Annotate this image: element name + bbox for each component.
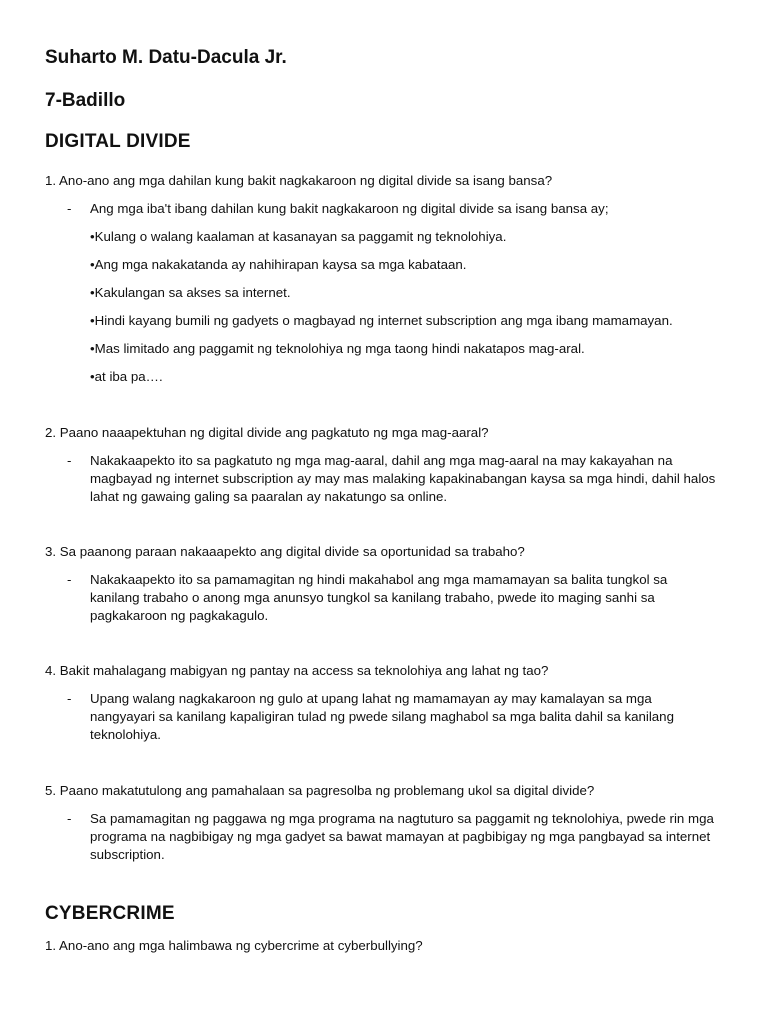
dd-bullet-1: •Kulang o walang kaalaman at kasanayan sa paggamit ng teknolohiya. — [90, 229, 507, 244]
dd-bullet-3: •Kakulangan sa akses sa internet. — [90, 285, 291, 300]
cybercrime-heading: CYBERCRIME — [45, 903, 175, 924]
dash-marker: - — [67, 811, 72, 826]
dd-question-5: 5. Paano makatutulong ang pamahalaan sa pagresolba ng problemang ukol sa digital divide? — [45, 783, 595, 798]
dash-marker: - — [67, 572, 72, 587]
digital-divide-heading: DIGITAL DIVIDE — [45, 131, 191, 152]
cc-question-1: 1. Ano-ano ang mga halimbawa ng cybercrime at cyberbullying? — [45, 938, 423, 953]
dd-answer-3-text: Nakakaapekto ito sa pamamagitan ng hindi makahabol ang mga mamamayan sa balita tungkol sa kanilang trabaho o anong mga anunsyo tungkol sa kanilang trabaho, pwede ito maging sanhi sa pagkakaroon ng pagkakagulo. — [90, 572, 668, 623]
dd-bullet-5: •Mas limitado ang paggamit ng teknolohiya ng mga taong hindi nakatapos mag-aral. — [90, 341, 585, 356]
dd-question-3: 3. Sa paanong paraan nakaaapekto ang digital divide sa oportunidad sa trabaho? — [45, 544, 525, 559]
dd-bullet-4: •Hindi kayang bumili ng gadyets o magbayad ng internet subscription ang mga ibang mamamayan. — [90, 313, 673, 328]
dd-answer-1-text: Ang mga iba't ibang dahilan kung bakit nagkakaroon ng digital divide sa isang bansa ay; — [90, 201, 609, 216]
class-section: 7-Badillo — [45, 90, 126, 111]
dd-answer-4-text: Upang walang nagkakaroon ng gulo at upang lahat ng mamamayan ay may kamalayan sa mga nangyayari sa kanilang kapaligiran tulad ng pwede silang maghabol sa mga balita dahil sa kanilang teknolohiya. — [90, 691, 674, 742]
dd-bullet-2: •Ang mga nakakatanda ay nahihirapan kaysa sa mga kabataan. — [90, 257, 467, 272]
dash-marker: - — [67, 691, 72, 706]
dd-question-2: 2. Paano naaapektuhan ng digital divide ang pagkatuto ng mga mag-aaral? — [45, 425, 489, 440]
dd-bullet-6: •at iba pa…. — [90, 369, 163, 384]
author-name: Suharto M. Datu-Dacula Jr. — [45, 47, 287, 68]
dd-question-1: 1. Ano-ano ang mga dahilan kung bakit nagkakaroon ng digital divide sa isang bansa? — [45, 173, 553, 188]
dd-question-4: 4. Bakit mahalagang mabigyan ng pantay na access sa teknolohiya ang lahat ng tao? — [45, 663, 549, 678]
dd-answer-5-text: Sa pamamagitan ng paggawa ng mga programa na nagtuturo sa paggamit ng teknolohiya, pwede rin mga programa na nagbibigay ng mga gadyet sa bawat mamayan at pagbibigay ng mga pangbayad sa internet subscription. — [90, 811, 714, 862]
dd-answer-2-text: Nakakaapekto ito sa pagkatuto ng mga mag-aaral, dahil ang mga mag-aaral na may kakayahan na magbayad ng internet subscription ay may mas malaking kapakinabangan kaysa sa mga hindi, dahil halos lahat ng gawaing galing sa paaralan ay nakatungo sa online. — [90, 453, 716, 504]
dash-marker: - — [67, 453, 72, 468]
dash-marker: - — [67, 201, 72, 216]
